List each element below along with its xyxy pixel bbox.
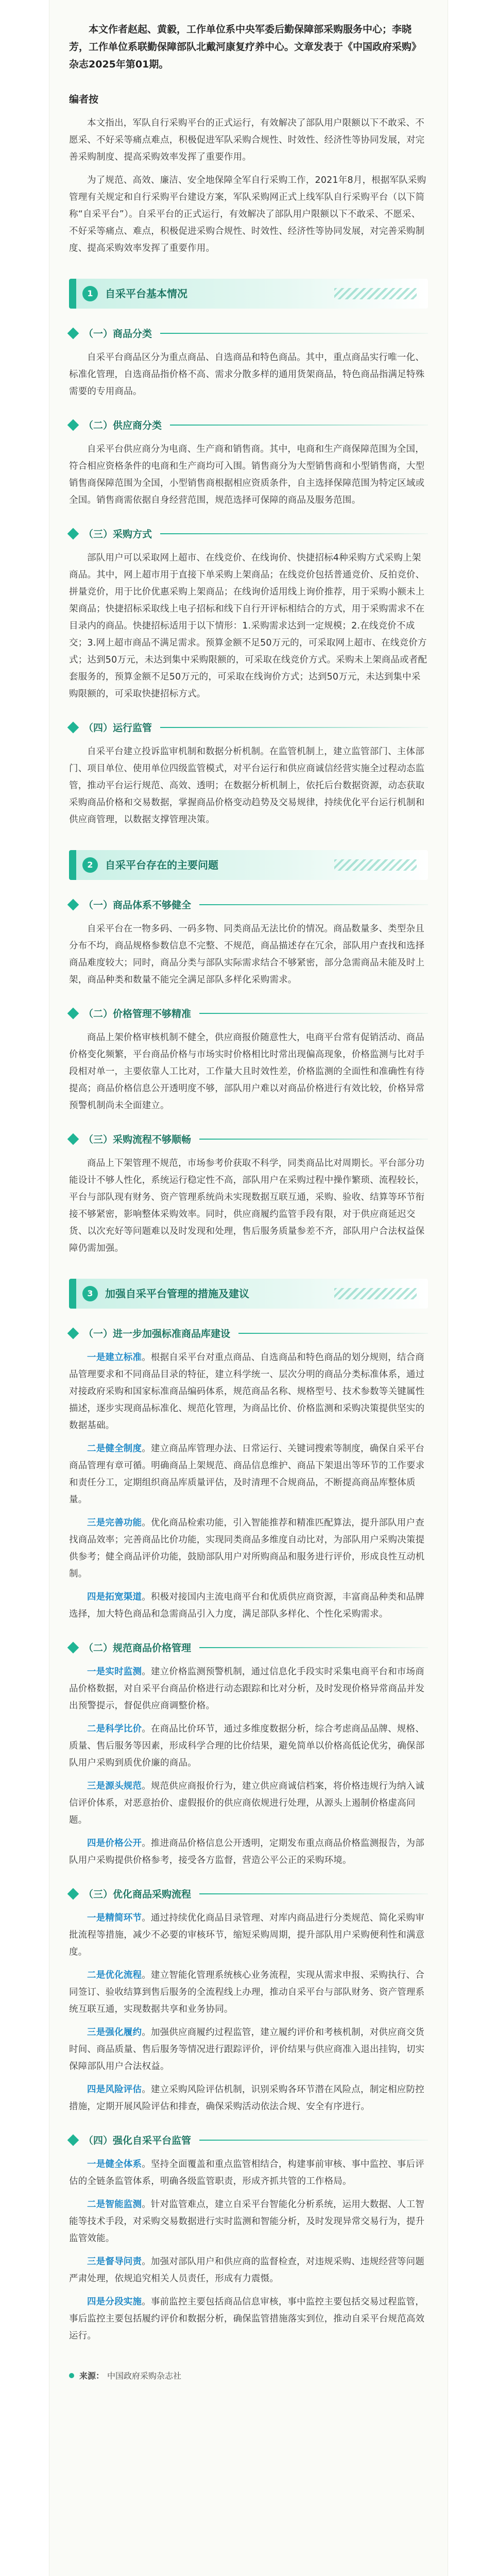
diamond-icon — [67, 327, 79, 339]
keyword-lead: 三是完善功能 — [87, 1518, 142, 1528]
editor-paragraph: 本文指出，军队自行采购平台的正式运行，有效解决了部队用户限额以下不敢采、不愿采、不好采等痛点难点，积极促进军队采购合规性、时效性、经济性等协同发展，对完善采购制度、提高采购效率发挥了重要作用。 — [69, 118, 425, 162]
subsection-title: （一）商品分类 — [83, 328, 152, 340]
keyword-lead: 四是拓宽渠道 — [87, 1592, 142, 1602]
body-paragraph: 自采平台商品区分为重点商品、自选商品和特色商品。其中，重点商品实行唯一化、标准化管理，自选商品指价格不高、需求分散多样的通用货架商品，特色商品指满足特殊需要的专用商品。 — [69, 352, 425, 397]
keyword-lead: 四是分段实施 — [87, 2297, 142, 2307]
paragraph-text: 。建立采购风险评估机制，识别采购各环节潜在风险点，制定相应防控措施，定期开展风险评估和排查，确保采购活动依法合规、安全有序进行。 — [69, 2084, 424, 2112]
diamond-icon — [67, 1327, 79, 1339]
subsection-divider — [199, 1013, 428, 1014]
source-label: 来源： — [79, 2371, 105, 2381]
paragraph-text: 。优化商品检索功能，引入智能推荐和精准匹配算法，提升部队用户查找商品效率；完善商品比价功能，实现同类商品多维度自动比对，为部队用户采购决策提供参考；健全商品评价功能，鼓励部队用户对所购商品和服务进行评价，形成良性互动机制。 — [69, 1518, 425, 1579]
body-paragraph — [69, 2024, 428, 2075]
keyword-lead: 二是健全制度 — [87, 1444, 142, 1454]
paragraph-text: 。针对监管难点，建立自采平台智能化分析系统，运用大数据、人工智能等技术手段，对采购交易数据进行实时监测和智能分析，及时发现异常交易行为，提升监管效能。 — [69, 2199, 425, 2244]
body-paragraph — [69, 1664, 428, 1715]
body-paragraph — [69, 2196, 428, 2247]
subsection-title: （二）供应商分类 — [83, 420, 162, 431]
subsection-title: （四）强化自采平台监管 — [83, 2135, 192, 2146]
section-number: 3 — [82, 1286, 98, 1301]
paragraph-text: 。建立价格监测预警机制，通过信息化手段实时采集电商平台和市场商品价格数据，对自采平台商品价格进行动态跟踪和比对分析，及时发现价格异常商品并发出预警提示，督促供应商调整价格。 — [69, 1667, 425, 1711]
body-paragraph — [69, 1349, 428, 1434]
body-paragraph — [69, 1967, 428, 2018]
section-number: 1 — [82, 286, 98, 301]
keyword-lead: 三是源头规范 — [87, 1781, 142, 1791]
subsection-divider — [160, 333, 428, 334]
body-paragraph — [69, 1778, 428, 1829]
keyword-lead: 二是优化流程 — [87, 1970, 142, 1980]
body-paragraph — [69, 2081, 428, 2115]
section-decoration — [334, 1288, 417, 1299]
section-header — [69, 1279, 428, 1309]
subsection-divider — [199, 1893, 428, 1894]
body-paragraph — [69, 1835, 428, 1869]
keyword-lead: 一是精简环节 — [87, 1913, 142, 1923]
paragraph-text: 。积极对接国内主流电商平台和优质供应商资源，丰富商品种类和品牌选择，加大特色商品和急需商品引入力度，满足部队多样化、个性化采购需求。 — [69, 1592, 424, 1619]
diamond-icon — [67, 1133, 79, 1145]
subsection-divider — [238, 1333, 428, 1334]
subsection-divider — [170, 425, 428, 426]
keyword-lead: 三是强化履约 — [87, 2027, 142, 2038]
subsection-header — [69, 1326, 428, 1340]
keyword-lead: 一是实时监测 — [87, 1667, 142, 1677]
subsection-divider — [199, 904, 428, 905]
subsection-title: （三）采购流程不够顺畅 — [83, 1134, 192, 1145]
subsection-header — [69, 1640, 428, 1654]
section-title: 自采平台存在的主要问题 — [105, 859, 218, 871]
paragraph-text: 。规范供应商报价行为，建立供应商诚信档案，将价格违规行为纳入诚信评价体系，对恶意抬价、虚假报价的供应商依规进行处理，从源头上遏制价格虚高问题。 — [69, 1781, 424, 1825]
subsection-header — [69, 326, 428, 340]
subsection-header — [69, 2133, 428, 2147]
paragraph-text: 。建立智能化管理系统核心业务流程，实现从需求申报、采购执行、合同签订、验收结算到售后服务的全流程线上办理，推动自采平台与部队财务、资产管理系统互联互通，实现数据共享和业务协同。 — [69, 1970, 425, 2014]
body-paragraph — [69, 2294, 428, 2345]
diamond-icon — [67, 899, 79, 910]
source-line — [69, 2369, 428, 2381]
keyword-lead: 三是督导问责 — [87, 2257, 142, 2267]
body-paragraph — [69, 1910, 428, 1961]
section-title: 自采平台基本情况 — [105, 287, 187, 300]
subsection-header — [69, 1006, 428, 1020]
diamond-icon — [67, 1888, 79, 1900]
editor-note-label: 编者按 — [69, 94, 99, 105]
body-paragraph: 部队用户可以采取网上超市、在线竞价、在线询价、快捷招标4种采购方式采购上架商品。其中，网上超市用于直接下单采购上架商品；在线竞价包括普通竞价、反拍竞价、拼量竞价，用于比价优惠采购上架商品；在线询价适用线上询价推荐，用于采购小额未上架商品；快捷招标采取线上电子招标和线下自行开评标相结合的方式，用于采购需求不在目录内的商品。快捷招标适用于以下情形：1.采购需求达到一定规模；2.在线竞价不成交；3.网上超市商品不满足需求。预算金额不足50万元的，可采取网上超市、在线竞价方式；达到50万元，未达到集中采购限额的，可采取在线竞价方式。采购未上架商品或者配套服务的，预算金额不足50万元的，可采取在线询价方式；达到50万元，未达到集中采购限额的，可采取快捷招标方式。 — [69, 553, 427, 699]
keyword-lead: 一是建立标准 — [87, 1352, 142, 1363]
paragraph-text: 。坚持全面覆盖和重点监管相结合，构建事前审核、事中监控、事后评估的全链条监管体系，明确各级监管职责，形成齐抓共管的工作格局。 — [69, 2159, 424, 2187]
subsection-divider — [160, 533, 428, 534]
body-paragraph: 自采平台建立投诉监审机制和数据分析机制。在监管机制上，建立监管部门、主体部门、项目单位、使用单位四级监管模式，对平台运行和供应商诚信经营实施全过程动态监管，推动平台运行规范、高效、透明；在数据分析机制上，依托后台数据资源，动态获取采购商品价格和交易数据，掌握商品价格变动趋势及交易规律，持续优化平台运行机制和供应商管理，以数据支撑管理决策。 — [69, 747, 425, 825]
bullet-dot-icon — [69, 2373, 74, 2378]
section-decoration — [334, 288, 417, 299]
body-paragraph — [69, 1589, 428, 1623]
subsection-divider — [199, 2140, 428, 2141]
subsection-divider — [199, 1139, 428, 1140]
editor-paragraph: 为了规范、高效、廉洁、安全地保障全军自行采购工作，2021年8月，根据军队采购管理有关规定和自行采购平台建设方案，军队采购网正式上线军队自行采购平台（以下简称“自采平台”）。自采平台的正式运行，有效解决了部队用户限额以下不敢采、不愿采、不好采等痛点、难点，积极促进采购合规性、时效性、经济性等协同发展，对完善采购制度、提高采购效率发挥了重要作用。 — [69, 175, 426, 253]
paragraph-text: 。事前监控主要包括商品信息审核，事中监控主要包括交易过程监管，事后监控主要包括履约评价和数据分析，确保监管措施落实到位，推动自采平台规范高效运行。 — [69, 2297, 425, 2341]
subsection-title: （二）规范商品价格管理 — [83, 1642, 192, 1654]
paragraph-text: 。加强对部队用户和供应商的监督检查，对违规采购、违规经营等问题严肃处理，依规追究相关人员责任，形成有力震慑。 — [69, 2257, 424, 2284]
body-paragraph — [69, 1515, 428, 1583]
subsection-title: （一）进一步加强标准商品库建设 — [83, 1328, 231, 1340]
keyword-lead: 二是智能监测 — [87, 2199, 142, 2210]
section-header — [69, 279, 428, 309]
keyword-lead: 一是健全体系 — [87, 2159, 142, 2170]
subsection-header — [69, 897, 428, 911]
section-accent-bar — [69, 1279, 76, 1309]
body-paragraph — [69, 1440, 428, 1509]
paragraph-text: 。在商品比价环节，通过多维度数据分析，综合考虑商品品牌、规格、质量、售后服务等因素，形成科学合理的比价结果，避免简单以价格高低论优劣，确保部队用户采购到质优价廉的商品。 — [69, 1724, 425, 1768]
subsection-header — [69, 527, 428, 540]
subsection-title: （一）商品体系不够健全 — [83, 900, 192, 911]
diamond-icon — [67, 1641, 79, 1653]
article — [49, 0, 448, 2576]
keyword-lead: 二是科学比价 — [87, 1724, 142, 1734]
section-header — [69, 850, 428, 880]
section-title: 加强自采平台管理的措施及建议 — [105, 1287, 249, 1300]
subsection-title: （三）优化商品采购流程 — [83, 1889, 192, 1900]
author-note: 本文作者赵起、黄毅，工作单位系中央军委后勤保障部采购服务中心；李晓芳，工作单位系联勤保障部队北戴河康复疗养中心。文章发表于《中国政府采购》杂志2025年第01期。 — [69, 24, 422, 70]
body-paragraph: 自采平台供应商分为电商、生产商和销售商。其中，电商和生产商保障范围为全国，符合相应资格条件的电商和生产商均可入围。销售商分为大型销售商和小型销售商，大型销售商保障范围为全国，小型销售商根据相应资质条件，自主选择保障范围为特定区域或全国。销售商需依据自身经营范围，规范选择可保障的商品及服务范围。 — [69, 444, 425, 505]
subsection-header — [69, 1132, 428, 1146]
paragraph-text: 。建立商品库管理办法、日常运行、关键词搜索等制度，确保自采平台商品管理有章可循。明确商品上架规范、商品信息维护、商品下架退出等环节的工作要求和责任分工，定期组织商品库质量评估，及时清理不合规商品，不断提高商品库整体质量。 — [69, 1444, 425, 1505]
diamond-icon — [67, 419, 79, 431]
diamond-icon — [67, 528, 79, 539]
keyword-lead: 四是风险评估 — [87, 2084, 142, 2095]
diamond-icon — [67, 2134, 79, 2146]
body-paragraph — [69, 1721, 428, 1772]
subsection-header — [69, 720, 428, 734]
source-name: 中国政府采购杂志社 — [107, 2371, 182, 2381]
paragraph-text: 。通过持续优化商品目录管理、对库内商品进行分类规范、简化采购审批流程等措施，减少不必要的审核环节，缩短采购周期，提升部队用户采购便利性和满意度。 — [69, 1913, 425, 1957]
body-paragraph: 商品上架价格审核机制不健全，供应商报价随意性大，电商平台常有促销活动、商品价格变化频繁，平台商品价格与市场实时价格相比时常出现偏高现象，价格监测与比对手段相对单一，主要依靠人工比对，工作量大且时效性差，价格监测的全面性和准确性有待提高；商品价格信息公开透明度不够，部队用户难以对商品价格进行有效比较，价格异常预警机制尚未全面建立。 — [69, 1032, 425, 1111]
subsection-header — [69, 1887, 428, 1901]
diamond-icon — [67, 721, 79, 733]
paragraph-text: 。加强供应商履约过程监管，建立履约评价和考核机制，对供应商交货时间、商品质量、售后服务等情况进行跟踪评价，评价结果与供应商准入退出挂钩，切实保障部队用户合法权益。 — [69, 2027, 425, 2072]
body-paragraph — [69, 2156, 428, 2190]
section-number: 2 — [82, 857, 98, 873]
section-accent-bar — [69, 850, 76, 880]
diamond-icon — [67, 1007, 79, 1019]
subsection-title: （二）价格管理不够精准 — [83, 1008, 192, 1020]
body-paragraph — [69, 2253, 428, 2287]
subsection-divider — [160, 727, 428, 728]
subsection-title: （三）采购方式 — [83, 529, 152, 540]
body-paragraph: 商品上下架管理不规范，市场参考价获取不科学，同类商品比对周期长。平台部分功能设计不够人性化，系统运行稳定性不高，部队用户在采购过程中操作繁琐、流程较长，平台与部队现有财务、资产管理系统尚未实现数据互联互通，采购、验收、结算等环节衔接不够紧密，影响整体采购效率。同时，供应商履约监管手段有限，对于供应商延迟交货、以次充好等问题难以及时发现和处理，售后服务质量参差不齐，部队用户合法权益保障仍需加强。 — [69, 1158, 425, 1253]
subsection-title: （四）运行监管 — [83, 722, 152, 734]
paragraph-text: 。根据自采平台对重点商品、自选商品和特色商品的划分规则，结合商品管理要求和不同商品目录的特征，建立科学统一、层次分明的商品分类标准体系，通过对接政府采购和国家标准商品编码体系，规范商品名称、规格型号、技术参数等关键属性描述，逐步实现商品标准化、规范化管理，为商品比价、价格监测和采购决策提供坚实的数据基础。 — [69, 1352, 425, 1431]
subsection-divider — [199, 1647, 428, 1648]
paragraph-text: 。推进商品价格信息公开透明，定期发布重点商品价格监测报告，为部队用户采购提供价格参考，接受各方监督，营造公平公正的采购环境。 — [69, 1838, 424, 1866]
section-decoration — [334, 859, 417, 871]
subsection-header — [69, 418, 428, 432]
section-accent-bar — [69, 279, 76, 309]
body-paragraph: 自采平台在一物多码、一码多物、同类商品无法比价的情况。商品数量多、类型杂且分布不均，商品规格参数信息不完整、不规范，商品描述存在冗余，部队用户查找和选择商品难度较大；同时，商品分类与部队实际需求结合不够紧密，部分急需商品未能及时上架，商品种类和数量不能完全满足部队多样化采购需求。 — [69, 924, 425, 985]
keyword-lead: 四是价格公开 — [87, 1838, 142, 1849]
